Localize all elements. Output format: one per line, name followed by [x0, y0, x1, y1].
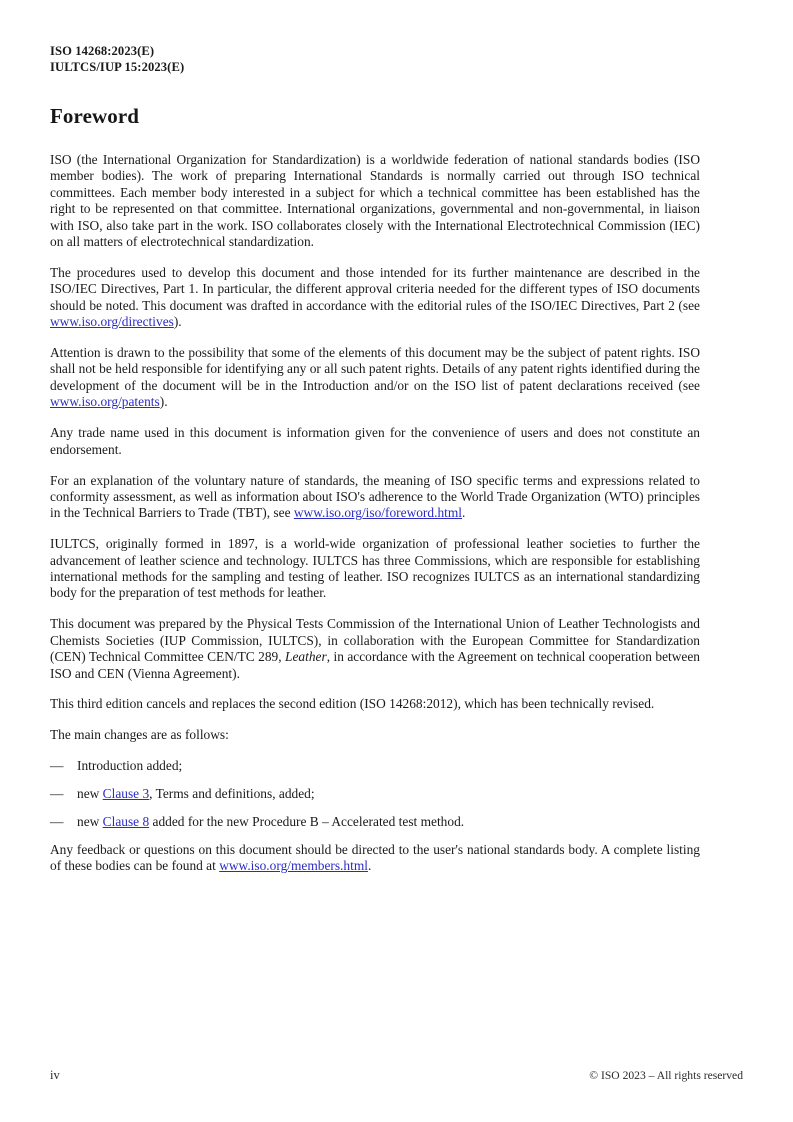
page-number: iv [50, 1068, 60, 1082]
paragraph-patent-rights [50, 345, 700, 411]
paragraph-procedures-text-before: The procedures used to develop this document and those intended for its further maintenance are described in the ISO/IEC Directives, Part 1. In particular, the different approval criteria needed for the different types of ISO documents should be noted. This document was drafted in accordance with the editorial rules of the ISO/IEC Directives, Part 2 (see [50, 264, 700, 313]
paragraph-patent-text-after: ). [159, 394, 168, 410]
list-dash-icon: — [50, 758, 64, 774]
list-dash-icon: — [50, 786, 64, 802]
paragraph-voluntary-nature [50, 473, 700, 522]
paragraph-feedback [50, 842, 700, 875]
copyright-notice: © ISO 2023 – All rights reserved [589, 1069, 743, 1082]
paragraph-voluntary-text-before: For an explanation of the voluntary nature of standards, the meaning of ISO specific terms and expressions related to conformity assessment, as well as information about ISO's adherence to the World Trade Organization (WTO) principles in the Technical Barriers to Trade (TBT), see [50, 472, 700, 521]
standard-reference-line-1: ISO 14268:2023(E) [50, 44, 155, 58]
link-iso-patents[interactable]: www.iso.org/patents [50, 394, 160, 410]
paragraph-voluntary-text-after: . [462, 505, 466, 521]
link-clause-8[interactable]: Clause 8 [102, 814, 150, 830]
paragraph-document-preparation [50, 616, 700, 682]
paragraph-patent-text-before: Attention is drawn to the possibility that some of the elements of this document may be the subject of patent rights. ISO shall not be held responsible for identifying any or all such patent rights. Details of any patent rights identified during the development of the document will be in the Introduction and/or on the ISO list of patent declarations received (see [50, 345, 700, 393]
page-title: Foreword [50, 104, 140, 128]
paragraph-iultcs-history: IULTCS, originally formed in 1897, is a world-wide organization of professional leather societies to further the advancement of leather science and technology. IULTCS has three Commissions, which are responsible for establishing international methods for the sampling and testing of leather. ISO recognizes IULTCS as an international standardizing body for the preparation of test methods for leather. [50, 536, 700, 601]
list-item [50, 814, 700, 830]
italic-term-leather: Leather [285, 649, 327, 665]
standard-reference-line-2: IULTCS/IUP 15:2023(E) [50, 59, 185, 74]
link-iso-foreword[interactable]: www.iso.org/iso/foreword.html [293, 505, 462, 521]
link-clause-3[interactable]: Clause 3 [102, 786, 150, 802]
paragraph-trade-name: Any trade name used in this document is information given for the convenience of users and does not constitute an endorsement. [50, 425, 700, 457]
list-dash-icon: — [50, 814, 64, 830]
link-iso-directives[interactable]: www.iso.org/directives [50, 314, 174, 330]
list-item [50, 786, 700, 802]
list-item-text-before: new [77, 786, 103, 802]
changes-list [50, 758, 700, 830]
list-item [50, 758, 700, 774]
list-item-text-after: added for the new Procedure B – Accelerated test method. [149, 814, 465, 830]
paragraph-preparation-text-after: , in accordance with the Agreement on technical cooperation between ISO and CEN (Vienna Agreement). [50, 649, 700, 681]
paragraph-feedback-text-after: . [367, 858, 372, 874]
paragraph-iso-description: ISO (the International Organization for Standardization) is a worldwide federation of national standards bodies (ISO member bodies). The work of preparing International Standards is normally carried out through ISO technical committees. Each member body interested in a subject for which a technical committee has been established has the right to be represented on that committee. International organizations, governmental and non-governmental, in liaison with ISO, also take part in the work. ISO collaborates closely with the International Electrotechnical Commission (IEC) on all matters of electrotechnical standardization. [50, 152, 700, 250]
list-item-text-after: , Terms and definitions, added; [149, 786, 315, 802]
paragraph-feedback-text-before: Any feedback or questions on this document should be directed to the user's national standards body. A complete listing of these bodies can be found at [50, 842, 700, 874]
link-iso-members[interactable]: www.iso.org/members.html [219, 858, 368, 874]
paragraph-procedures [50, 265, 700, 331]
paragraph-main-changes-intro: The main changes are as follows: [50, 727, 229, 743]
document-reference-header [50, 44, 184, 75]
paragraph-preparation-text-before: This document was prepared by the Physical Tests Commission of the International Union of Leather Technologists and Chemists Societies (IUP Commission, IULTCS), in collaboration with the European Committee for Standardization (CEN) Technical Committee CEN/TC 289, [50, 616, 700, 665]
list-item-text-before: new [77, 814, 103, 830]
page-footer [50, 1068, 743, 1083]
document-content [50, 104, 700, 889]
paragraph-procedures-text-after: ). [173, 314, 182, 330]
list-item-text-before: Introduction added; [77, 758, 183, 774]
paragraph-edition-notice: This third edition cancels and replaces the second edition (ISO 14268:2012), which has been technically revised. [50, 696, 655, 712]
